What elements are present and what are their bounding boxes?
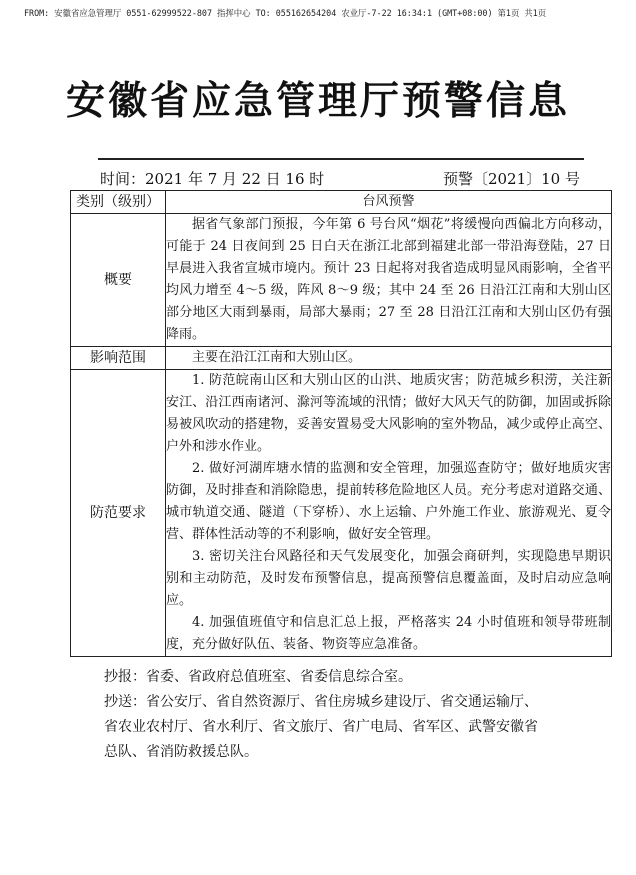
requirement-item: 2. 做好河湖库塘水情的监测和安全管理，加强巡查防守；做好地质灾害防御，及时排查和消除隐患，提前转移危险地区人员。充分考虑对道路交通、城市轨道交通、隧道（下穿桥）、水上运输、户外施工作业、旅游观光、夏令营、群体性活动等的不利影响，做好安全管理。 bbox=[166, 461, 611, 542]
copy-to-line: 总队、省消防救援总队。 bbox=[104, 744, 258, 760]
category-row bbox=[71, 191, 612, 214]
warning-table bbox=[70, 190, 612, 657]
scope-text: 主要在沿江江南和大别山区。 bbox=[192, 350, 362, 365]
issue-time: 时间：2021 年 7 月 22 日 16 时 bbox=[100, 170, 325, 188]
scope-label: 影响范围 bbox=[71, 347, 166, 370]
requirement-item: 4. 加强值班值守和信息汇总上报，严格落实 24 小时值班和领导带班制度，充分做好队伍、装备、物资等应急准备。 bbox=[166, 615, 611, 652]
meta-line bbox=[100, 168, 580, 189]
fax-header: FROM: 安徽省应急管理厅 0551-62999522-807 指挥中心 TO: 055162654204 农业厅-7-22 16:34:1 (GMT+08:00) 第1页 共1页 bbox=[24, 8, 547, 18]
scope-row bbox=[71, 347, 612, 370]
summary-label: 概要 bbox=[71, 214, 166, 347]
requirements-cell bbox=[166, 370, 612, 657]
report-to: 抄报：省委、省政府总值班室、省委信息综合室。 bbox=[104, 669, 412, 685]
warning-number: 预警〔2021〕10 号 bbox=[442, 170, 580, 188]
summary-row bbox=[71, 214, 612, 347]
requirements-row bbox=[71, 370, 612, 657]
title-divider bbox=[98, 158, 584, 160]
document-title: 安徽省应急管理厅预警信息 bbox=[65, 78, 570, 124]
requirements-label: 防范要求 bbox=[71, 370, 166, 657]
requirement-item: 3. 密切关注台风路径和天气发展变化，加强会商研判，实现隐患早期识别和主动防范，及时发布预警信息，提高预警信息覆盖面，及时启动应急响应。 bbox=[166, 549, 611, 608]
copy-to-line: 抄送：省公安厅、省自然资源厅、省住房城乡建设厅、省交通运输厅、 bbox=[104, 694, 538, 710]
summary-cell bbox=[166, 214, 612, 347]
copy-to-line: 省农业农村厅、省水利厅、省文旅厅、省广电局、省军区、武警安徽省 bbox=[104, 719, 538, 735]
category-label: 类别（级别） bbox=[71, 191, 166, 214]
distribution-footer bbox=[104, 665, 594, 765]
category-value: 台风预警 bbox=[166, 191, 612, 214]
summary-text: 据省气象部门预报，今年第 6 号台风“烟花”将缓慢向西偏北方向移动，可能于 24 日夜间到 25 日白天在浙江北部到福建北部一带沿海登陆，27 日早晨进入我省宣城市境内。预计 23 日起将对我省造成明显风雨影响，全省平均风力增至 4～5 级，阵风 8～9 级；其中 24 至 26 日沿江江南和大别山区部分地区大雨到暴雨，局部大暴雨；27 至 28 日沿江江南和大别山区仍有强降雨。 bbox=[166, 217, 611, 342]
requirement-item: 1. 防范皖南山区和大别山区的山洪、地质灾害；防范城乡积涝，关注新安江、沿江西南诸河、滁河等流域的汛情；做好大风天气的防御，加固或拆除易被风吹动的搭建物，妥善安置易受大风影响的室外物品，减少或停止高空、户外和涉水作业。 bbox=[166, 373, 611, 454]
scope-cell bbox=[166, 347, 612, 370]
